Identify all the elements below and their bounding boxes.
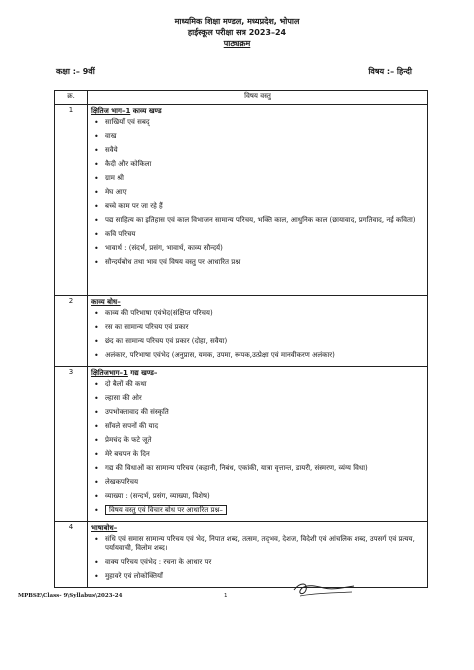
table-row-section-3 xyxy=(55,367,428,522)
column-header-number: क्र. xyxy=(55,91,88,105)
list-item: • सवैये xyxy=(94,146,118,155)
list-item: • प्रेमचंद के फटे जूते xyxy=(94,436,152,445)
section-number: 1 xyxy=(55,105,88,296)
list-item: • भावार्थ : (संदर्भ, प्रसंग, भावार्थ, काव्य सौन्दर्य) xyxy=(94,244,223,253)
section-title: काव्य बोध– xyxy=(91,298,121,306)
subject-label: विषय :– हिन्दी xyxy=(368,67,412,76)
exam-session: हाईस्कूल परीक्षा सत्र 2023–24 xyxy=(187,28,287,37)
section-title: क्षितिज भाग–1 काव्य खण्ड xyxy=(91,107,162,115)
board-name: माध्यमिक शिक्षा मण्डल, मध्यप्रदेश, भोपाल xyxy=(174,17,300,26)
list-item: • रस का सामान्य परिचय एवं प्रकार xyxy=(94,323,189,332)
list-item: • वाक्य परिचय एवंभेद : रचना के आधार पर xyxy=(94,558,212,567)
list-item: • व्याख्या : (सन्दर्भ, प्रसंग, व्याख्या, विशेष) xyxy=(94,492,210,501)
list-item: • मुहावरे एवं लोकोक्तियाँ xyxy=(94,572,163,581)
section-content xyxy=(88,367,428,522)
section-title: भाषाबोध– xyxy=(91,524,118,532)
syllabus-table xyxy=(54,90,428,588)
section-title: क्षितिजभाग–1 गद्य खण्ड– xyxy=(91,369,158,377)
list-item: • अलंकार, परिभाषा एवंभेद (अनुप्रास, यमक, उपमा, रूपक,उत्प्रेक्षा एवं मानवीकरण अलंकार) xyxy=(94,351,335,360)
list-item: • ल्हासा की ओर xyxy=(94,394,142,403)
section-content xyxy=(88,296,428,367)
section-number: 2 xyxy=(55,296,88,367)
footer-path: MPBSE\Class- 9\Syllabus\2023-24 xyxy=(18,593,123,599)
list-item: • काव्य की परिभाषा एवंभेद(संक्षिप्त परिचय) xyxy=(94,309,213,318)
table-row-section-4 xyxy=(55,522,428,588)
list-item: • दो बैलों की कथा xyxy=(94,380,147,389)
list-item: • उपभोक्तावाद की संस्कृति xyxy=(94,408,169,417)
section-content xyxy=(88,105,428,296)
list-item: • संधि एवं समास सामान्य परिचय एवं भेद, निपात शब्द, तत्सम, तद्‌भव, देशज, विदेशी एवं आंचलिक शब्द, उपसर्ग एवं प्रत्यय, पर्यायवाची, विलोम शब्द। xyxy=(94,535,415,552)
list-item: • कवि परिचय xyxy=(94,230,136,239)
list-item: • छंद का सामान्य परिचय एवं प्रकार (दोहा, सवैया) xyxy=(94,337,228,346)
section-number: 3 xyxy=(55,367,88,522)
column-header-content: विषय वस्तु xyxy=(88,91,428,105)
list-item: • सौन्दर्यबोध तथा भाव एवं विषय वस्तु पर आधारित प्रश्न xyxy=(94,258,241,267)
list-item: • साँवले सपनों की याद xyxy=(94,422,159,431)
list-item: • साखियाँ एवं सबद् xyxy=(94,118,150,127)
section-content xyxy=(88,522,428,588)
signature-mark xyxy=(290,578,360,600)
list-item: • ग्राम श्री xyxy=(94,174,124,183)
section-number: 4 xyxy=(55,522,88,588)
table-row-section-2 xyxy=(55,296,428,367)
class-label: कक्षा :– 9वीं xyxy=(56,67,95,76)
table-header-row xyxy=(55,91,428,105)
list-item: • विषय वस्तु एवं विचार बोध पर आधारित प्रश्न– xyxy=(91,506,424,515)
list-item: • मेघ आए xyxy=(94,188,127,197)
list-item: • लेखकपरिचय xyxy=(94,478,139,487)
syllabus-title: पाठ्यक्रम xyxy=(223,39,251,48)
list-item: • मेरे बचपन के दिन xyxy=(94,450,150,459)
list-item: • वाख xyxy=(94,132,117,141)
page-number: 1 xyxy=(224,593,228,599)
list-item: • कैदी और कोकिला xyxy=(94,160,152,169)
list-item: • पद्य साहित्य का इतिहास एवं काल विभाजन सामान्य परिचय, भक्ति काल, आधुनिक काल (छायावाद, प्रगतिवाद, नई कविता) xyxy=(94,216,416,225)
list-item: • बच्चे काम पर जा रहे हैं xyxy=(94,202,163,211)
table-row-section-1 xyxy=(55,105,428,296)
document-header xyxy=(0,16,474,49)
list-item: • गद्य की विधाओं का सामान्य परिचय (कहानी, निबंध, एकांकी, यात्रा वृत्तान्त, डायरी, संस्मरण, व्यंग्य विधा) xyxy=(94,464,368,473)
